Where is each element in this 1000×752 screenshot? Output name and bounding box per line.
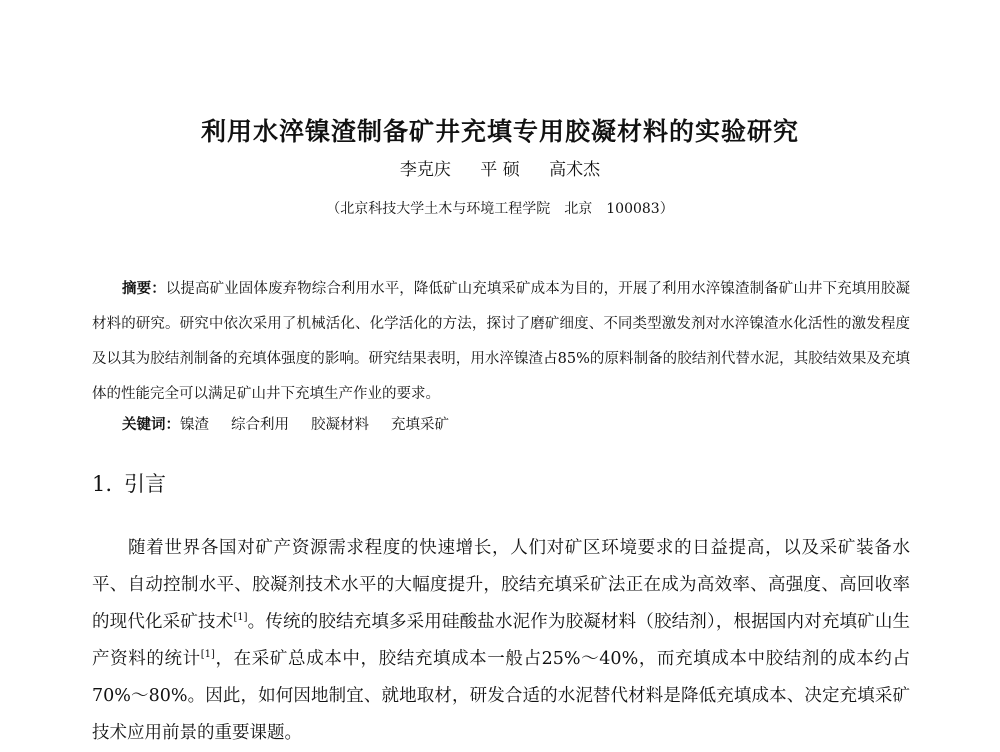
abstract-text: 以提高矿业固体废弃物综合利用水平，降低矿山充填采矿成本为目的，开展了利用水淬镍渣制备矿山井下充填用胶凝材料的研究。研究中依次采用了机械活化、化学活化的方法，探讨了磨矿细度、不同类型激发剂对水淬镍渣水化活性的激发程度及以其为胶结剂制备的充填体强度的影响。研究结果表明，用水淬镍渣占85%的原料制备的胶结剂代替水泥，其胶结效果及充填体的性能完全可以满足矿山井下充填生产作业的要求。 [92, 281, 911, 402]
abstract [92, 272, 910, 412]
author-name: 平 硕 [480, 160, 520, 180]
paper-title: 利用水淬镍渣制备矿井充填专用胶凝材料的实验研究 [200, 117, 799, 146]
section-title: 引言 [124, 472, 167, 496]
keyword: 充填采矿 [391, 417, 449, 433]
keywords-label: 关键词： [122, 417, 180, 433]
keyword: 胶凝材料 [311, 417, 369, 433]
abstract-label: 摘要： [122, 281, 166, 297]
author-name: 高术杰 [549, 160, 601, 180]
affiliation: （北京科技大学土木与环境工程学院 北京 100083） [326, 201, 674, 217]
author-name: 李克庆 [399, 160, 451, 180]
body-text-part: 随着世界各国对矿产资源需求程度的快速增长，人们对矿区环境要求的日益提高，以及采矿装备水平、自动控制水平、胶凝剂技术水平的大幅度提升，胶结充填采矿法正在成为高效率、高强度、高回收率的现代化采矿技术 [92, 538, 910, 632]
body-text-part: 。传统的胶结充填多采用硅酸盐水泥作为胶凝材料（胶结剂），根据国内对充填矿山生产资料的统计 [92, 612, 911, 669]
body-text-part: ，在采矿总成本中，胶结充填成本一般占25%～40%，而充填成本中胶结剂的成本约占70%～80%。因此，如何因地制宜、就地取材，研发合适的水泥替代材料是降低充填成本、决定充填采矿技术应用前景的重要课题。 [92, 649, 910, 743]
section-heading [92, 468, 166, 498]
keyword: 综合利用 [231, 417, 289, 433]
citation-ref[interactable]: [1] [200, 649, 215, 661]
citation-ref[interactable]: [1] [233, 612, 248, 624]
author-list [0, 155, 1000, 180]
keyword: 镍渣 [180, 417, 209, 433]
keywords [122, 408, 471, 443]
section-number: 1. [92, 472, 113, 496]
